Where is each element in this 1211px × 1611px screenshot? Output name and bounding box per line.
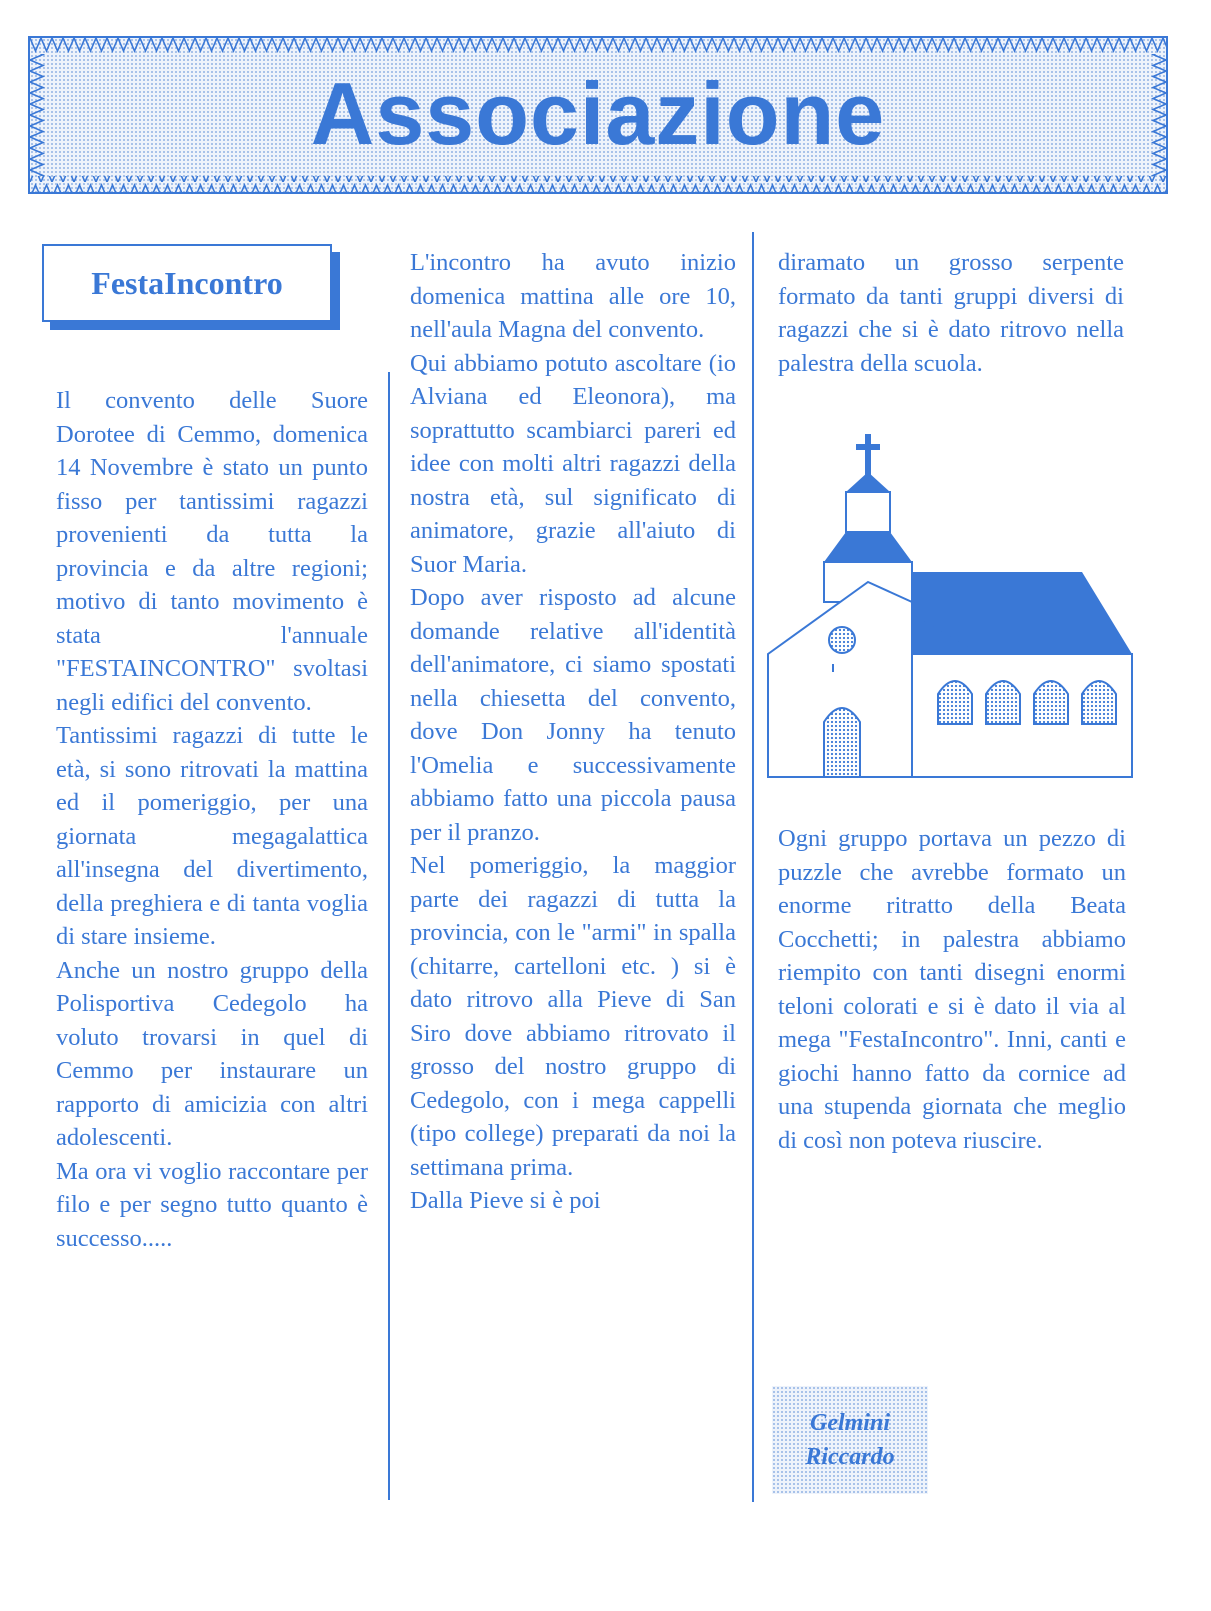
article-column-3-bottom <box>778 822 1126 1157</box>
header-banner <box>28 36 1168 194</box>
paragraph: Tantissimi ragazzi di tutte le età, si sono ritrovati la mattina ed il pomeriggio, per una giornata megagalattica all'insegna del divertimento, della preghiera e di tanta voglia di stare insieme. <box>56 722 368 950</box>
church-icon <box>762 432 1134 782</box>
paragraph: Anche un nostro gruppo della Polisportiva Cedegolo ha voluto trovarsi in quel di Cemmo per instaurare un rapporto di amicizia con altri adolescenti. <box>56 956 368 1151</box>
paragraph: diramato un grosso serpente formato da tanti gruppi diversi di ragazzi che si è dato ritrovo nella palestra della scuola. <box>778 249 1124 377</box>
paragraph: L'incontro ha avuto inizio domenica mattina alle ore 10, nell'aula Magna del convento. <box>410 249 736 343</box>
paragraph: Nel pomeriggio, la maggior parte dei ragazzi di tutta la provincia, con le "armi" in spalla (chitarre, cartelloni etc. ) si è dato ritrovo alla Pieve di San Siro dove abbiamo ritrovato il grosso del nostro gruppo di Cedegolo, con i mega cappelli (tipo college) preparati da noi la settimana prima. <box>410 852 736 1181</box>
article-column-1 <box>56 384 368 1255</box>
column-divider <box>752 232 754 1502</box>
article-column-3-top <box>778 246 1124 380</box>
paragraph: Ogni gruppo portava un pezzo di puzzle che avrebbe formato un enorme ritratto della Beata Cocchetti; in palestra abbiamo riempito con tanti disegni enormi teloni colorati e si è dato il via al mega "FestaIncontro". Inni, canti e giochi hanno fatto da cornice ad una stupenda giornata che meglio di così non poteva riuscire. <box>778 825 1126 1154</box>
paragraph: Dopo aver risposto ad alcune domande relative all'identità dell'animatore, ci siamo spostati nella chiesetta del convento, dove Don Jonny ha tenuto l'Omelia e successivamente abbiamo fatto una piccola pausa per il pranzo. <box>410 584 736 846</box>
author-signature <box>772 1386 928 1494</box>
paragraph: Ma ora vi voglio raccontare per filo e per segno tutto quanto è successo..... <box>56 1157 368 1252</box>
author-first-name: Gelmini <box>809 1410 890 1436</box>
page-title: Associazione <box>310 64 886 163</box>
paragraph: Dalla Pieve si è poi <box>410 1187 601 1214</box>
author-last-name: Riccardo <box>805 1444 895 1470</box>
article-column-2 <box>410 246 736 1218</box>
paragraph: Qui abbiamo potuto ascoltare (io Alviana ed Eleonora), ma soprattutto scambiarci pareri ed idee con molti altri ragazzi della nostra età, sul significato di animatore, grazie all'aiuto di Suor Maria. <box>410 349 736 578</box>
article-title: FestaIncontro <box>42 244 332 322</box>
column-divider <box>388 372 390 1500</box>
paragraph: Il convento delle Suore Dorotee di Cemmo, domenica 14 Novembre è stato un punto fisso per tantissimi ragazzi provenienti da tutta la provincia e da altre regioni; motivo di tanto movimento è stata l'annuale "FESTAINCONTRO" svoltasi negli edifici del convento. <box>56 387 368 716</box>
